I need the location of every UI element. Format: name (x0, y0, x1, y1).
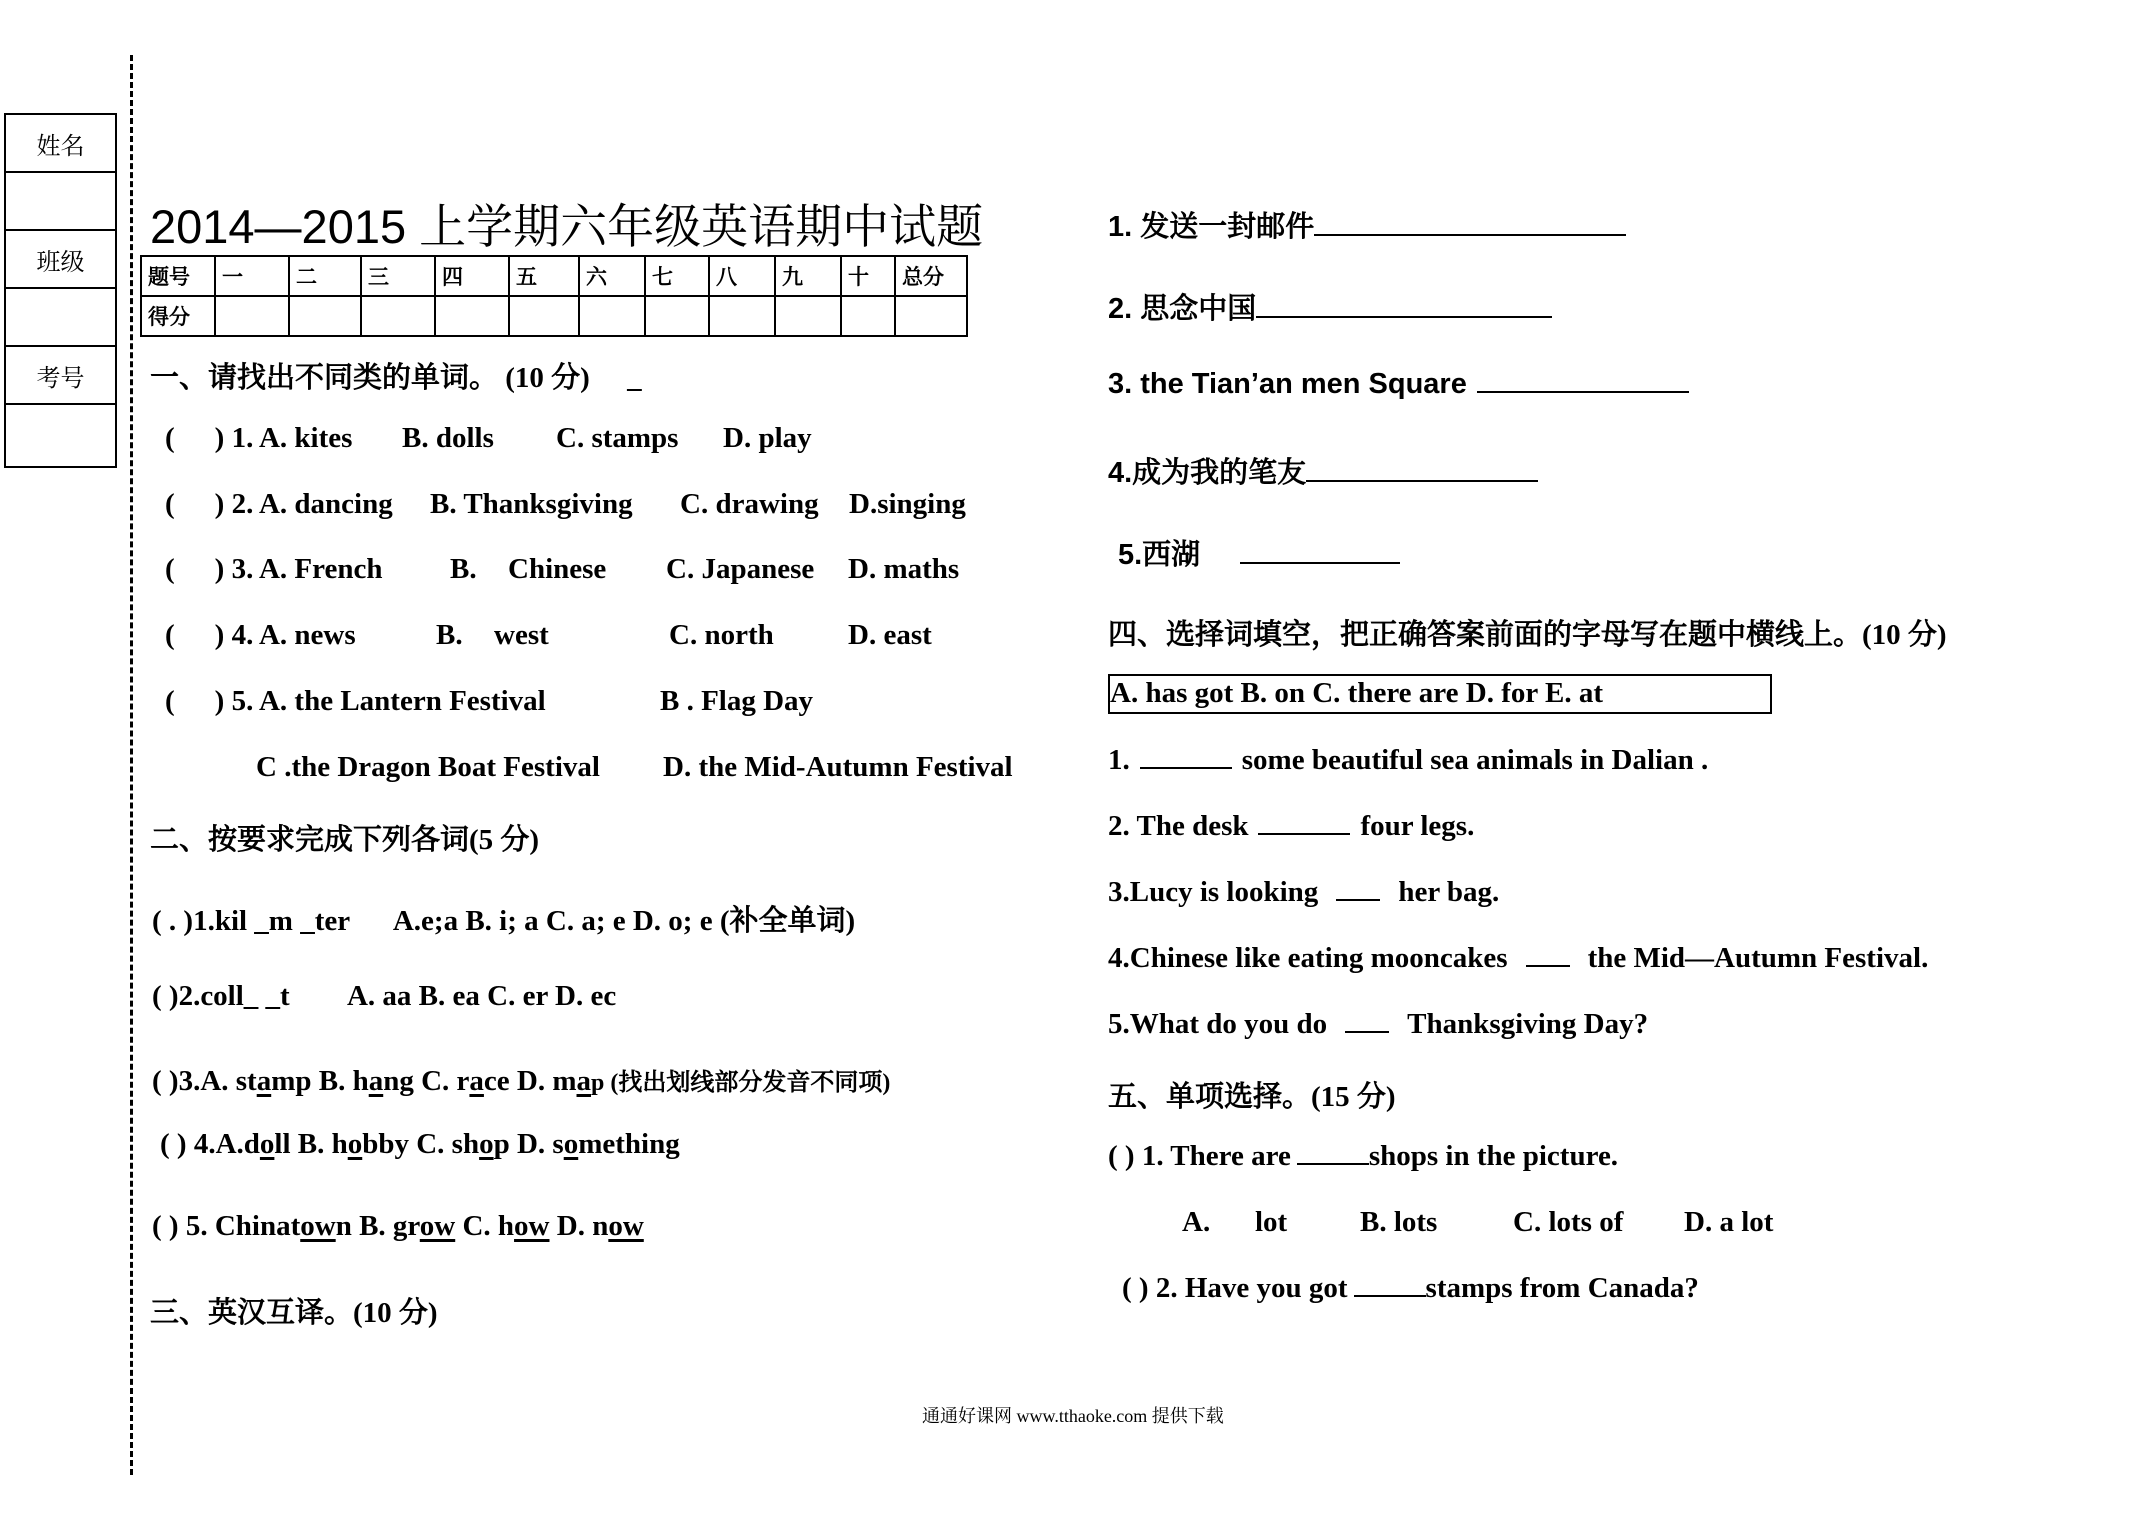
score-table (140, 255, 968, 337)
question-text: some beautiful sea animals in Dalian . (1241, 744, 1709, 776)
option-d: D. the Mid-Autumn Festival (663, 751, 1013, 783)
option-a: ) 1. A. kites (214, 422, 353, 454)
option-c: C. Japanese (666, 553, 815, 585)
section-3-heading: 三、英汉互译。(10 分) (150, 1297, 438, 1329)
score-table-header-row (141, 256, 967, 296)
underlined-letter: ow (300, 1210, 336, 1242)
option-d: D. east (848, 619, 932, 651)
text-segment: p (找出划线部分发音不同项) (591, 1070, 891, 1096)
option-b-word: west (494, 619, 549, 651)
header-cell: 九 (775, 256, 841, 296)
score-cell[interactable] (775, 296, 841, 336)
question-text: 3.Lucy is looking (1108, 876, 1319, 908)
answer-paren[interactable]: ( (165, 488, 175, 520)
question-text: shops in the picture. (1368, 1140, 1619, 1172)
s5-question-2 (1122, 1272, 1699, 1305)
question-text: stamps from Canada? (1425, 1272, 1699, 1304)
s2-question-3 (152, 1062, 890, 1098)
option-c: C. lots of (1513, 1206, 1624, 1238)
section-2-heading: 二、按要求完成下列各词(5 分) (150, 824, 540, 856)
underlined-letter: o (479, 1128, 494, 1160)
item-text: 2. 思念中国 (1108, 293, 1257, 325)
text-segment: ng C. r (383, 1065, 470, 1097)
score-cell[interactable] (709, 296, 775, 336)
question-stem: ( . )1.kil _m _ter (152, 905, 350, 937)
s3-item-3 (1108, 368, 1689, 401)
answer-paren[interactable]: ( (165, 422, 175, 454)
underlined-letter: a (576, 1065, 592, 1097)
score-cell[interactable] (289, 296, 361, 336)
exam-title: 2014—2015 上学期六年级英语期中试题 (150, 200, 984, 253)
text-segment: ce D. m (483, 1065, 577, 1097)
question-text: the Mid—Autumn Festival. (1587, 942, 1929, 974)
s2-question-1 (152, 898, 855, 939)
question-text: 2. The desk (1108, 810, 1249, 842)
header-cell: 八 (709, 256, 775, 296)
answer-blank[interactable] (1314, 230, 1626, 236)
s4-question-5 (1108, 1008, 1648, 1041)
text-segment: D. n (549, 1210, 609, 1242)
item-text: 1. 发送一封邮件 (1108, 211, 1315, 243)
underlined-letter: o (347, 1128, 363, 1160)
s1-question-1 (165, 422, 352, 455)
answer-blank[interactable] (1306, 476, 1538, 482)
s1-question-4 (165, 619, 356, 652)
text-segment: ( ) 4.A.d (160, 1128, 260, 1160)
question-text: her bag. (1398, 876, 1500, 908)
question-options: A. aa B. ea C. er D. ec (346, 980, 617, 1012)
number-label: 考号 (6, 347, 115, 405)
option-c: C. stamps (556, 422, 679, 454)
answer-blank[interactable] (1354, 1291, 1426, 1297)
class-field[interactable] (6, 289, 115, 347)
header-cell: 题号 (141, 256, 215, 296)
s4-question-2 (1108, 810, 1474, 843)
header-cell: 一 (215, 256, 289, 296)
answer-blank[interactable] (1477, 387, 1689, 393)
option-c: C. north (669, 619, 774, 651)
option-d: D. a lot (1684, 1206, 1774, 1238)
item-text: 3. the Tian’an men Square (1108, 368, 1467, 400)
s3-item-4 (1108, 450, 1538, 491)
text-segment: bby C. sh (362, 1128, 480, 1160)
score-cell[interactable] (215, 296, 289, 336)
s2-question-4 (160, 1128, 680, 1161)
s1-question-5 (165, 685, 546, 718)
name-field[interactable] (6, 173, 115, 231)
header-cell: 三 (361, 256, 435, 296)
section-1-heading (150, 355, 642, 396)
question-options: A.e;a B. i; a C. a; e D. o; e (补全单词) (392, 905, 856, 937)
score-cell[interactable] (645, 296, 709, 336)
s3-item-1 (1108, 204, 1626, 245)
option-a: ) 3. A. French (214, 553, 383, 585)
option-a: ) 2. A. dancing (214, 488, 393, 520)
text-segment: mp B. h (271, 1065, 369, 1097)
answer-blank[interactable] (1297, 1159, 1369, 1165)
name-label: 姓名 (6, 115, 115, 173)
header-cell: 四 (435, 256, 509, 296)
underlined-letter: a (256, 1065, 272, 1097)
s4-question-3 (1108, 876, 1499, 909)
s1-question-3 (165, 553, 382, 586)
answer-blank[interactable] (1240, 558, 1400, 564)
answer-paren[interactable]: ( (165, 553, 175, 585)
answer-blank[interactable] (1258, 829, 1350, 835)
text-segment: C. h (455, 1210, 515, 1242)
student-info-box (4, 113, 117, 468)
text-segment: mething (578, 1128, 680, 1160)
option-b: B . Flag Day (660, 685, 814, 717)
footer-source: 通通好课网 www.tthaoke.com 提供下载 (922, 1406, 1224, 1426)
header-cell: 五 (509, 256, 579, 296)
underlined-letter: ow (419, 1210, 456, 1242)
option-b: B. (450, 553, 477, 585)
item-text: 5.西湖 (1118, 539, 1201, 571)
question-text: ( ) 2. Have you got (1122, 1272, 1348, 1304)
option-d: D. play (723, 422, 812, 454)
section-1-heading-tail: _ (627, 362, 642, 394)
question-text: ( ) 1. There are (1108, 1140, 1291, 1172)
underlined-letter: a (368, 1065, 384, 1097)
text-segment: p D. s (493, 1128, 564, 1160)
answer-paren[interactable]: ( (165, 685, 175, 717)
answer-blank[interactable] (1526, 961, 1570, 967)
underlined-letter: o (259, 1128, 275, 1160)
text-segment: n B. gr (335, 1210, 420, 1242)
section-5-heading: 五、单项选择。(15 分) (1108, 1081, 1396, 1113)
score-cell[interactable] (579, 296, 645, 336)
question-text: four legs. (1360, 810, 1475, 842)
s2-question-2 (152, 980, 616, 1013)
header-cell: 总分 (895, 256, 967, 296)
item-text: 4.成为我的笔友 (1108, 457, 1307, 489)
s5-question-1 (1108, 1140, 1618, 1173)
option-d: D.singing (849, 488, 966, 520)
score-cell[interactable] (361, 296, 435, 336)
option-b: B. (436, 619, 463, 651)
option-b: B. dolls (402, 422, 494, 454)
option-c: C. drawing (680, 488, 819, 520)
option-d: D. maths (848, 553, 960, 585)
text-segment: ( )3.A. st (152, 1065, 257, 1097)
answer-blank[interactable] (1336, 895, 1380, 901)
text-segment: ll B. h (274, 1128, 348, 1160)
question-stem: ( )2.coll_ _t (152, 980, 290, 1012)
row-label: 得分 (141, 296, 215, 336)
option-a-word: lot (1255, 1206, 1288, 1238)
score-cell[interactable] (841, 296, 895, 336)
option-a: ) 5. A. the Lantern Festival (214, 685, 546, 717)
option-a: A. (1182, 1206, 1211, 1238)
s4-question-1 (1108, 744, 1708, 777)
header-cell: 二 (289, 256, 361, 296)
question-text: Thanksgiving Day? (1407, 1008, 1649, 1040)
text-segment: ( ) 5. Chinat (152, 1210, 301, 1242)
option-b: B. Thanksgiving (430, 488, 633, 520)
class-label: 班级 (6, 231, 115, 289)
binding-dashed-line (130, 55, 133, 1475)
section-1-heading-text: 一、请找出不同类的单词。 (10 分) (150, 362, 590, 394)
option-c: C .the Dragon Boat Festival (256, 751, 600, 783)
answer-paren[interactable]: ( (165, 619, 175, 651)
header-cell: 六 (579, 256, 645, 296)
score-cell[interactable] (435, 296, 509, 336)
underlined-letter: o (563, 1128, 579, 1160)
underlined-letter: ow (608, 1210, 644, 1242)
underlined-letter: a (469, 1065, 484, 1097)
question-text: 4.Chinese like eating mooncakes (1108, 942, 1508, 974)
header-cell: 十 (841, 256, 895, 296)
score-table-score-row (141, 296, 967, 336)
question-text: 5.What do you do (1108, 1008, 1328, 1040)
option-b: B. lots (1360, 1206, 1438, 1238)
score-cell[interactable] (895, 296, 967, 336)
answer-blank[interactable] (1345, 1027, 1389, 1033)
underlined-letter: ow (514, 1210, 550, 1242)
score-cell[interactable] (509, 296, 579, 336)
answer-blank[interactable] (1256, 312, 1552, 318)
s3-item-2 (1108, 286, 1552, 327)
answer-blank[interactable] (1140, 763, 1232, 769)
s4-question-4 (1108, 942, 1928, 975)
header-cell: 七 (645, 256, 709, 296)
s1-question-2 (165, 488, 393, 521)
option-a: ) 4. A. news (214, 619, 356, 651)
section-4-heading: 四、选择词填空，把正确答案前面的字母写在题中横线上。(10 分) (1108, 619, 1947, 651)
s3-item-5 (1118, 532, 1400, 573)
question-text: 1. (1108, 744, 1130, 776)
option-b-word: Chinese (508, 553, 607, 585)
s2-question-5 (152, 1210, 644, 1243)
word-bank-options: A. has got B. on C. there are D. for E. at (1110, 677, 1603, 709)
